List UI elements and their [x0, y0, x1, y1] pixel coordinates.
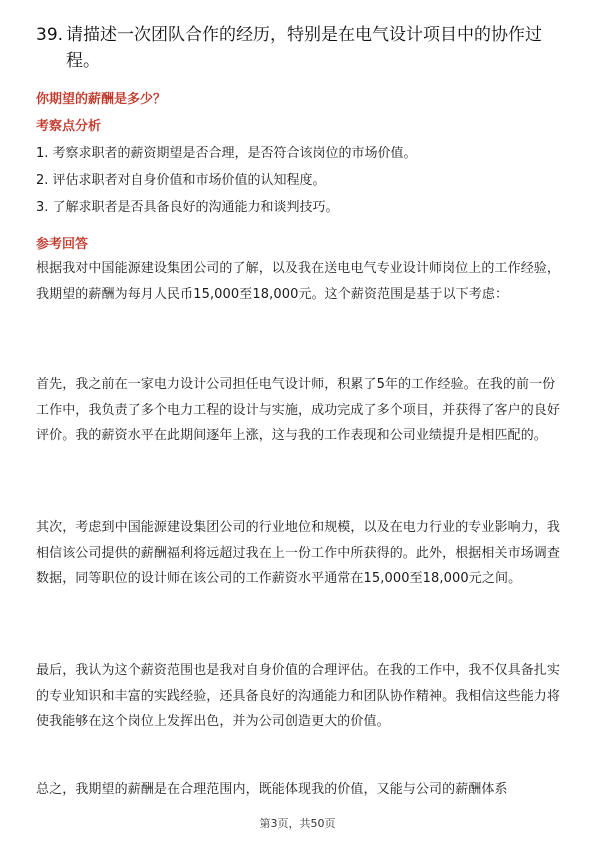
page-number-footer: 第3页，共50页: [259, 817, 336, 830]
analysis-item: 2. 评估求职者对自身价值和市场价值的认知程度。: [36, 173, 326, 188]
answer-heading: 参考回答: [36, 237, 89, 252]
analysis-list: [36, 140, 566, 221]
question-number: 39.: [36, 25, 64, 45]
answer-paragraph: 最后，我认为这个薪资范围也是我对自身价值的合理评估。在我的工作中，我不仅具备扎实的专业知识和丰富的实践经验，还具备良好的沟通能力和团队协作精神。我相信这些能力将使我能够在这个岗位上发挥出色，并为公司创造更大的价值。: [36, 663, 561, 729]
answer-paragraph: 总之，我期望的薪酬是在合理范围内，既能体现我的价值，又能与公司的薪酬体系: [36, 782, 508, 797]
question-title: [36, 22, 566, 74]
answer-paragraph: 根据我对中国能源建设集团公司的了解，以及我在送电电气专业设计师岗位上的工作经验，我期望的薪酬为每月人民币15,000至18,000元。这个薪资范围是基于以下考虑：: [36, 261, 561, 302]
analysis-heading: 考察点分析: [36, 119, 102, 134]
answer-paragraph: 其次，考虑到中国能源建设集团公司的行业地位和规模，以及在电力行业的专业影响力，我相信该公司提供的薪酬福利将远超过我在上一份工作中所获得的。此外，根据相关市场调查数据，同等职位的设计师在该公司的工作薪资水平通常在15,000至18,000元之间。: [36, 520, 561, 586]
analysis-item: 1. 考察求职者的薪资期望是否合理，是否符合该岗位的市场价值。: [36, 146, 417, 161]
subquestion-heading: 你期望的薪酬是多少？: [36, 92, 167, 107]
answer-paragraph: 首先，我之前在一家电力设计公司担任电气设计师，积累了5年的工作经验。在我的前一份工作中，我负责了多个电力工程的设计与实施，成功完成了多个项目，并获得了客户的良好评价。我的薪资水平在此期间逐年上涨，这与我的工作表现和公司业绩提升是相匹配的。: [36, 377, 561, 443]
analysis-item: 3. 了解求职者是否具备良好的沟通能力和谈判技巧。: [36, 200, 339, 215]
question-text-line2: 程。: [66, 51, 100, 71]
question-text-line1: 请描述一次团队合作的经历，特别是在电气设计项目中的协作过: [66, 25, 542, 45]
